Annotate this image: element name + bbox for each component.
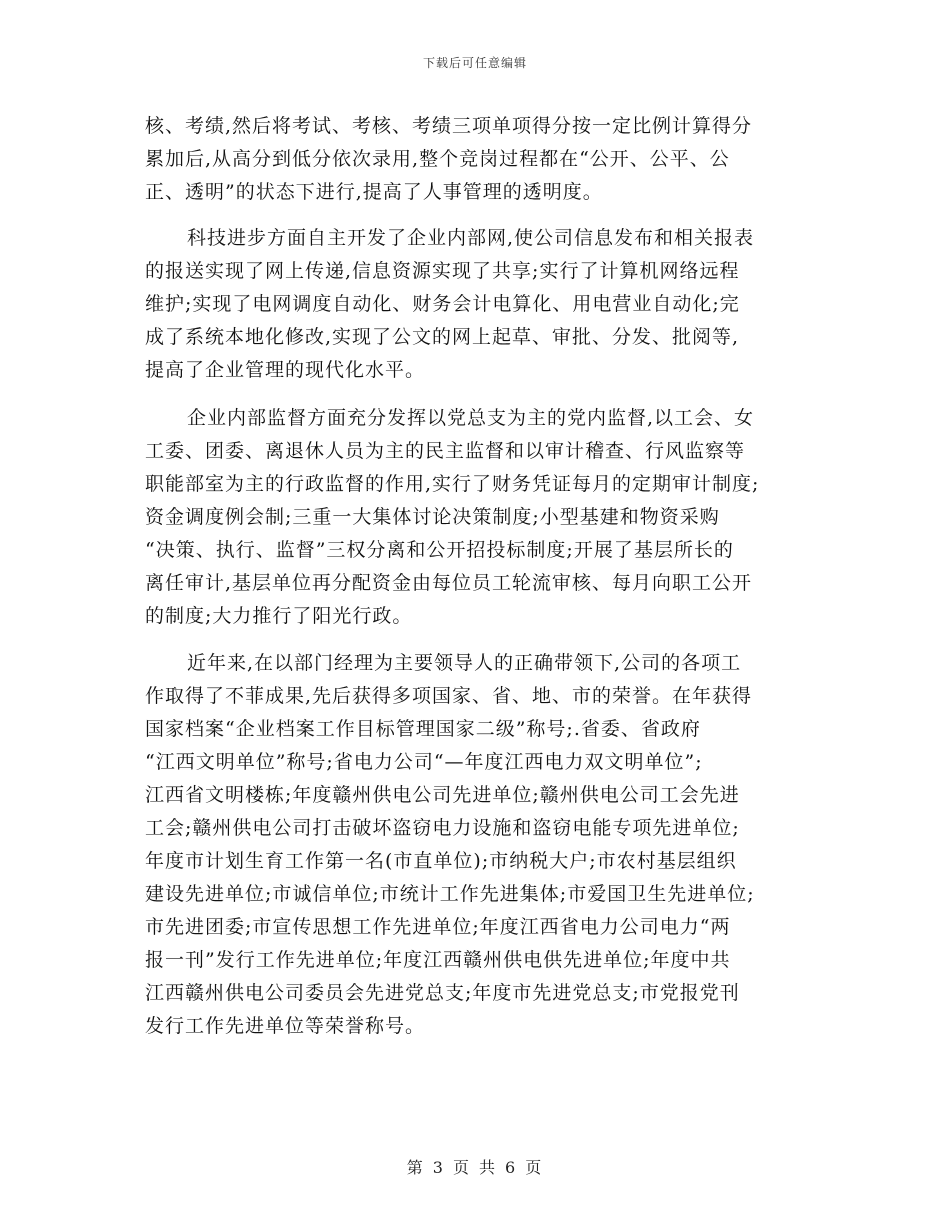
body-line: 江西赣州供电公司委员会先进党总支;年度市先进党总支;市党报党刊 (145, 982, 740, 1004)
body-line: 离任审计,基层单位再分配资金由每位员工轮流审核、每月向职工公开 (145, 572, 753, 594)
body-line: 近年来,在以部门经理为主要领导人的正确带领下,公司的各项工 (187, 652, 742, 674)
body-line: 核、考绩,然后将考试、考核、考绩三项单项得分按一定比例计算得分 (145, 115, 753, 137)
page-footer (0, 1155, 950, 1178)
body-line: 提高了企业管理的现代化水平。 (145, 359, 426, 381)
body-line: 江西省文明楼栋;年度赣州供电公司先进单位;赣州供电公司工会先进 (145, 784, 740, 806)
body-line: 企业内部监督方面充分发挥以党总支为主的党内监督,以工会、女 (187, 407, 755, 429)
page-label-mid: 页 (452, 1158, 471, 1177)
body-line: 维护;实现了电网调度自动化、财务会计电算化、用电营业自动化;完 (145, 293, 740, 315)
body-line: 的制度;大力推行了阳光行政。 (145, 605, 413, 627)
body-line: 报一刊”发行工作先进单位;年度江西赣州供电供先进单位;年度中共 (145, 949, 731, 971)
body-line: 发行工作先进单位等荣誉称号。 (145, 1015, 426, 1037)
body-line: 成了系统本地化修改,实现了公文的网上起草、审批、分发、批阅等, (145, 326, 740, 348)
current-page-number: 3 (432, 1158, 445, 1177)
total-label: 共 (479, 1158, 498, 1177)
body-line: 市先进团委;市宣传思想工作先进单位;年度江西省电力公司电力“两 (145, 916, 731, 938)
body-line: 科技进步方面自主开发了企业内部网,使公司信息发布和相关报表 (187, 227, 755, 249)
total-pages-number: 6 (505, 1158, 518, 1177)
body-line: 国家档案“企业档案工作目标管理国家二级”称号;.省委、省政府 (145, 718, 701, 740)
body-line: 作取得了不菲成果,先后获得多项国家、省、地、市的荣誉。在年获得 (145, 685, 753, 707)
page-label-prefix: 第 (406, 1158, 425, 1177)
body-line: 建设先进单位;市诚信单位;市统计工作先进集体;市爱国卫生先进单位; (145, 883, 755, 905)
body-line: 工委、团委、离退休人员为主的民主监督和以审计稽查、行风监察等 (145, 440, 746, 462)
body-line: 年度市计划生育工作第一名(市直单位);市纳税大户;市农村基层组织 (145, 850, 737, 872)
page-label-suffix: 页 (525, 1158, 544, 1177)
body-line: 工会;赣州供电公司打击破坏盗窃电力设施和盗窃电能专项先进单位; (145, 817, 740, 839)
body-line: 的报送实现了网上传递,信息资源实现了共享;实行了计算机网络远程 (145, 260, 740, 282)
page-header: 下载后可任意编辑 (422, 56, 527, 70)
body-line: 正、透明”的状态下进行,提高了人事管理的透明度。 (145, 181, 603, 203)
body-line: 累加后,从高分到低分依次录用,整个竞岗过程都在“公开、公平、公 (145, 148, 730, 170)
body-line: 资金调度例会制;三重一大集体讨论决策制度;小型基建和物资采购 (145, 506, 720, 528)
body-line: “江西文明单位”称号;省电力公司“—年度江西电力双文明单位”; (145, 751, 703, 773)
body-line: “决策、执行、监督”三权分离和公开招投标制度;开展了基层所长的 (145, 539, 734, 561)
body-line: 职能部室为主的行政监督的作用,实行了财务凭证每月的定期审计制度; (145, 473, 760, 495)
